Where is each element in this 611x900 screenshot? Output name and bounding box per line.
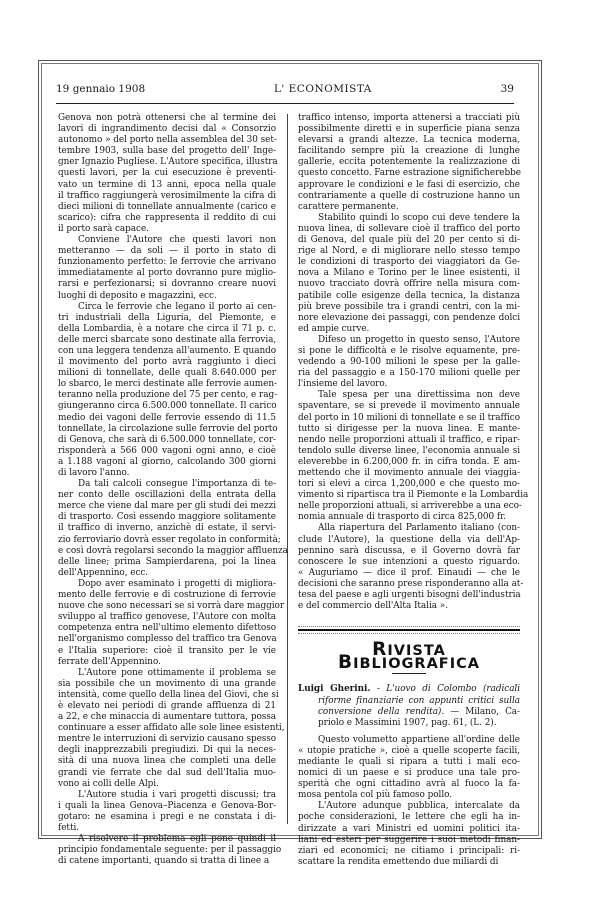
text-line: dell'Appennino, ecc. [58,567,149,578]
text-line: sia possibile che un movimento di una grande [58,678,276,689]
paragraph [298,335,520,390]
text-line: più breve possibile tra i grandi centri, con la mi- [298,301,520,312]
journal-title: L' ECONOMISTA [273,83,372,95]
text-line: e del commercio dell'Alta Italia ». [298,601,448,612]
text-line: nore elevazione dei passaggi, con pendenze dolci [298,312,520,323]
text-line: elevarsi a grandi altezze. La tecnica moderna, [298,135,520,146]
text-line: principio fondamentale seguente: per il passaggio [58,845,282,856]
text-line: con una leggera tendenza all'aumento. E quando [58,345,277,356]
column-divider [287,114,288,824]
text-line: sviluppo al traffico genovese, l'Autore con molta [58,612,276,623]
text-line: « Auguriamo — dice il prof. Einaudi — che le [298,567,520,578]
text-line: tembre 1903, sulla base del progetto dell' Inge- [58,146,276,157]
text-line: competenza entra nell'ultimo elemento difettoso [58,623,276,634]
right-column-article [298,113,529,612]
text-line: vato un termine di 13 anni, epoca nella quale [58,179,276,190]
right-column [298,113,529,868]
text-line: delle merci sbarcate sono destinate alla ferrovia, [58,334,277,345]
text-line: di Genova, che sarà di 6.500.000 tonnellate, cor- [58,434,276,445]
text-line: contrariamente a quelle di costruzione hanno un [298,190,520,201]
text-line: rige al Nord, e di migliorare nello stesso tempo [298,246,520,257]
paragraph [298,801,520,868]
paragraph [58,479,288,579]
paragraph [58,667,285,790]
section-separator [298,626,520,634]
text-line: Genova non potrà ottenersi che al termine dei [58,113,276,123]
text-line: Tale spesa per una direttissima non deve [318,390,520,401]
text-line: si pone le difficoltà e le risolve equamente, pre- [298,345,520,356]
text-line: Da tali calcoli consegue l'importanza di te- [78,479,276,490]
text-line: tesa del paese e agli urgenti bisogni dell'industria [298,590,521,601]
text-line: mento delle ferrovie e di costruzione di ferrovie [58,590,276,601]
review-publication-info: priolo e Massimini 1907, pag. 61, (L. 2). [318,717,497,728]
issue-date: 19 gennaio 1908 [56,83,146,95]
paragraph [58,834,282,867]
text-line: risponderà a 566 000 vagoni ogni anno, e cioè [58,445,276,456]
text-line: luoghi di deposito e magazzini, ecc. [58,290,217,301]
review-body [298,735,520,868]
text-line: ziari ed economici; ne citiamo i principali: ri- [298,845,520,856]
text-line: Conviene l'Autore che questi lavori non [78,235,276,246]
text-line: vedendo a 90-100 milioni le spese per la galle- [298,357,520,368]
text-line: rarsi e perfezionarsi; si dovranno creare nuovi [58,279,276,290]
text-line: gallerie, eccita potentemente la realizzazione di [298,157,520,168]
text-line: tonnellate, la circolazione sulle ferrovie del porto [58,423,278,434]
text-line: L'Autore pone ottimamente il problema se [78,667,276,678]
text-line: lavori di ingrandimento decisi dal « Consorzio [58,124,276,135]
paragraph [58,578,285,668]
text-line: tutto si dirigesse per la nuova linea. E mante- [298,423,520,434]
text-line: gner Ignazio Pugliese. L'Autore specifica, illustra [58,157,278,168]
text-line: è elevato nei periodi di grande affluenza di 21 [58,700,276,711]
text-line: nova a Milano e Torino per le linee esistenti, il [298,268,520,279]
text-line: grandi vie ferrate che dal sud dell'Italia muo- [58,767,276,778]
paragraph [58,790,276,834]
text-line: conoscere le sue intenzioni a questo riguardo. [298,556,520,567]
text-line: vono ai colli delle Alpi. [58,778,159,789]
text-line: zio ferroviario dovrà esser regolato in conformità; [58,534,281,545]
text-line: nuovo tracciato dovrà offrire nella misura com- [298,279,520,290]
text-line: dirizzate a vari Ministri ed uomini politici ita- [298,823,520,834]
running-header [56,83,514,99]
text-line: tri industriali della Liguria, del Piemonte, e [58,312,276,323]
text-line: e l'Italia superiore: cioè il transito per le vie [58,645,276,656]
header-rule [56,103,514,104]
text-line: possibilmente diretti e in superficie piana senza [298,124,520,135]
text-line: degli inapprezzabili pregiudizi. Di qui la neces- [58,745,276,756]
text-line: « utopie pratiche », cioè a quelle scoperte facili, [298,745,520,756]
text-line: mediante le quali si ripara a tutti i mali eco- [298,756,520,767]
text-line: funzionamento perfetto: le ferrovie che arrivano [58,257,276,268]
text-line: a 1.188 vagoni al giorno, calcolando 300 giorni [58,456,276,467]
text-line: mosa pentola col più famoso pollo. [298,790,453,801]
text-line: sità di una nuova linea che completi una delle [58,756,276,767]
text-line: lo sbarco, le merci destinate alle ferrovie aumen- [58,379,277,390]
text-line: l'insieme del lavoro. [298,379,388,390]
text-line: ria del passaggio e a 150-170 milioni quelle per [298,368,520,379]
text-line: decisioni che saranno prese risponderanno alla at- [298,578,524,589]
text-line: di catene importanti, quando si tratta di linee a [58,856,270,867]
paragraph [298,523,524,612]
paragraph [58,113,276,235]
text-line: Questo volumetto appartiene all'ordine delle [318,734,520,745]
text-line: giungeranno circa 6.500.000 tonnellate. Il carico [58,401,277,412]
text-line: patibile colle esigenze della tecnica, la distanza [298,290,520,301]
text-line: Dopo aver esaminato i progetti di migliora- [78,578,276,589]
text-line: sperità che ogni cittadino avrà al fuoco la fa- [298,779,520,790]
paragraph [298,213,520,335]
text-line: il porto sarà capace. [58,223,149,234]
text-line: pennino sarà discussa, e il Governo dovrà far [298,545,520,556]
text-line: il movimento del porto avrà raggiunto i dieci [58,357,276,368]
text-line: questo concetto. Farne estrazione significherebbe [298,168,521,179]
text-line: nelle proporzioni attuali, si arriverebbe a una eco- [298,501,522,512]
text-line: di lavoro l'anno. [58,468,130,478]
text-line: di trasporto. Così essendo maggiore solitamente [58,512,276,523]
text-line: nell'organismo complesso del traffico tra Genova [58,634,277,645]
text-line: Alla riapertura del Parlamento italiano (con- [318,523,520,534]
text-line: del porto in 10 milioni di tonnellate e se il traffico [298,412,520,423]
text-line: carattere permanente. [298,201,399,212]
paragraph [58,235,276,302]
text-line: immediatamente al porto dovranno pure miglio- [58,268,276,279]
text-line: il traffico di inverno, anzichè di estate, il servi- [58,523,276,534]
text-line: facilitando sempre più la creazione di lunghe [298,146,520,157]
text-line: i quali la linea Genova–Piacenza e Genova-Bor- [58,800,276,811]
text-line: medio dei vagoni delle ferrovie essendo di 11.5 [58,412,276,423]
text-line: merce che viene dal mare per gli studi dei mezzi [58,501,276,512]
text-line: A risolvere il problema egli pone quindi il [78,834,276,845]
text-line: autonomo » del porto nella assemblea del 30 set- [58,135,277,146]
text-line: continuare a esser affidato alle sole linee esistenti, [58,723,285,734]
text-line: e così dovrà regolarsi secondo la maggior affluenza [58,545,288,556]
text-line: tendolo sulle diverse linee, l'economia annuale si [298,445,520,456]
section-heading-rivista-bibliografica: RIVISTA BIBLIOGRAFICA [338,639,480,674]
left-column [58,113,288,867]
text-line: il traffico raggiungerà verosimilmente la cifra di [58,190,276,201]
text-line: ferrate dell'Appennino. [58,656,161,667]
text-line: nuova linea, di sollevare cioè il traffico del porto [298,223,520,234]
text-line: nomici di un paese e si produce una tale pro- [298,768,520,779]
text-line: spaventare, se si prevede il movimento annuale [298,401,520,412]
text-line: scattare la rendita emettendo due miliardi di [298,856,499,867]
text-line: dieci milioni di tonnellate annualmente (carico e [58,201,276,212]
text-line: nendo nelle proporzioni attuali il traffico, e ripar- [298,434,520,445]
paragraph [298,113,520,213]
text-line: mettendo che il movimento annuale dei viaggia- [298,468,520,478]
text-line: metteranno — da soli — il porto in stato di [58,246,276,257]
text-line: mentre le interruzioni di servizio causano spesso [58,734,277,745]
text-line: teranno nella produzione del 75 per cento, e rag- [58,390,278,401]
review-author: Luigi Gherini. [298,684,371,695]
text-line: a 22, e che minaccia di aumentare tuttora, possa [58,712,276,723]
text-line: milioni di tonnellate, delle quali 8.640.000 per [58,368,276,379]
text-line: ner conto delle oscillazioni della entrata della [58,490,276,501]
text-line: fetti. [58,823,80,833]
text-line: scarico): cifra che rappresenta il reddito di cui [58,212,276,223]
text-line: della Lombardia, è a notare che circa il 71 p. c. [58,323,276,334]
text-line: Difeso un progetto in questo senso, l'Autore [318,334,520,345]
text-line: nuove che sono necessari se si vorrà dare maggior [58,601,285,612]
text-line: clude l'Autore), la questione della via dell'Ap- [298,534,520,545]
text-line: liani ed esteri per suggerire i suoi metodi finan- [298,834,520,845]
review-citation: Luigi Gherini. - L'uovo di Colombo (radicali riforme finanziarie con appunti critici sulla conversione della rendita). — Milano, Ca- priolo e Massimini 1907, pag. 61, (L. 2). [298,684,521,728]
page-number: 39 [500,83,514,95]
paragraph [298,390,529,523]
text-line: le condizioni di trasporto dei viaggiatori da Ge- [298,257,520,268]
text-line: Stabilito quindi lo scopo cui deve tendere la [318,212,520,223]
text-line: approvare le condizioni e le fasi di esercizio, che [298,179,520,190]
paragraph [298,735,520,802]
text-line: Circa le ferrovie che legano il porto ai cen- [78,301,276,312]
review-book-title: L'uovo di Colombo (radicali [386,684,521,695]
text-line: poche considerazioni, le lettere che egli ha in- [298,812,520,823]
text-line: L'Autore studia i vari progetti discussi; tra [78,789,276,800]
heading-underline [392,673,426,674]
paragraph [58,302,276,480]
text-line: eleverebbe in 6.200,000 fr. in cifra tonda. E am- [298,456,520,467]
text-line: delle linee; prima Sampierdarena, poi la linea [58,556,276,567]
text-line: questi lavori, per la cui esecuzione è preventi- [58,168,276,179]
text-line: di Genova, del quale più del 20 per cento si di- [298,235,520,246]
text-line: traffico intenso, importa attenersi a tracciati più [298,113,520,123]
text-line: nomia annuale di trasporto di circa 825,000 fr. [298,512,507,523]
text-line: L'Autore adunque pubblica, intercalate da [318,801,520,812]
text-line: intensità, come quello della linea del Giovi, che si [58,689,279,700]
text-line: gotaro: ne esamina i pregi e ne constata i di- [58,811,276,822]
text-line: vimento si ripartisca tra il Piemonte e la Lombardia [298,490,529,501]
text-line: tori si elevi a circa 1,200,000 e che questo mo- [298,479,520,490]
text-line: ed ampie curve. [298,323,370,334]
